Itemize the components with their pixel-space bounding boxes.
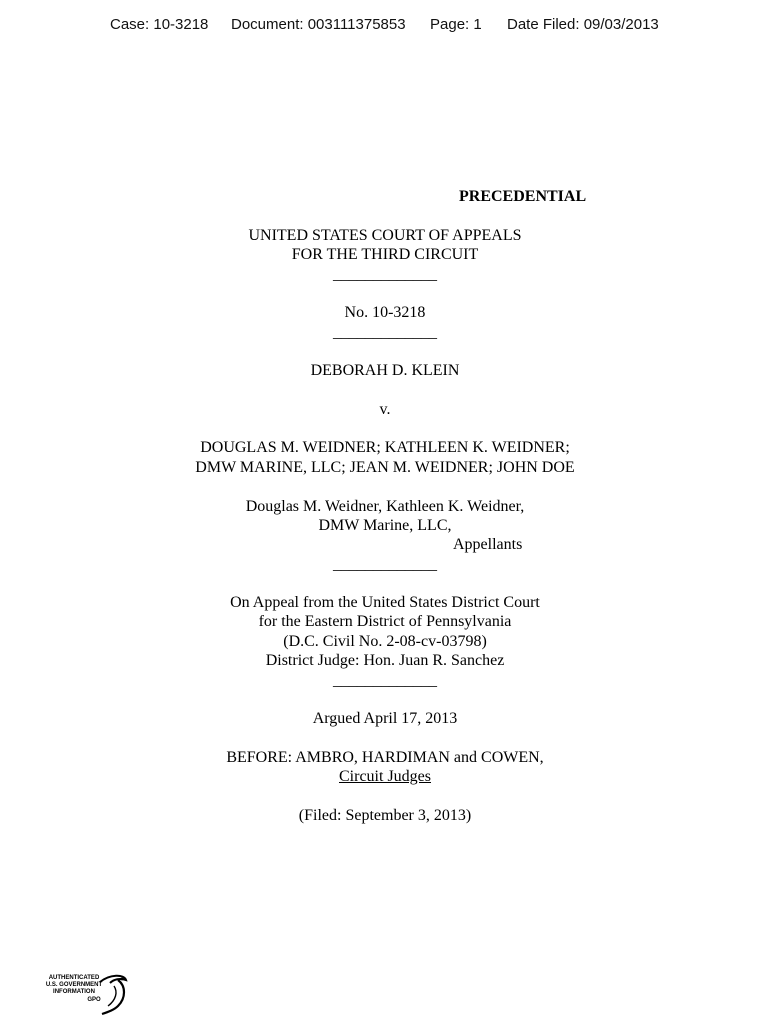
filed-date: (Filed: September 3, 2013) <box>298 807 472 824</box>
docket-number: No. 10-3218 <box>344 304 426 321</box>
gpo-eagle-icon <box>96 972 130 1018</box>
defendants-line2: DMW MARINE, LLC; JEAN M. WEIDNER; JOHN DOE <box>195 459 575 476</box>
appeal-line1: On Appeal from the United States District Court <box>230 594 540 611</box>
panel-judges: BEFORE: AMBRO, HARDIMAN and COWEN, <box>226 749 544 766</box>
court-name-line2: FOR THE THIRD CIRCUIT <box>291 246 479 263</box>
plaintiff-name: DEBORAH D. KLEIN <box>310 362 460 379</box>
appeal-line2: for the Eastern District of Pennsylvania <box>258 613 512 630</box>
seal-text-gpo: GPO <box>87 997 101 1003</box>
versus-label: v. <box>379 401 391 418</box>
separator-rule: _____________ <box>333 556 437 573</box>
defendants-line1: DOUGLAS M. WEIDNER; KATHLEEN K. WEIDNER; <box>200 439 570 456</box>
appellants-label: Appellants <box>453 536 523 553</box>
seal-text-line1: AUTHENTICATED <box>48 975 100 981</box>
court-name-line1: UNITED STATES COURT OF APPEALS <box>248 227 522 244</box>
gpo-authentication-seal <box>44 972 130 1018</box>
header-document-number: Document: 003111375853 <box>231 16 406 33</box>
separator-rule: _____________ <box>333 672 437 689</box>
appeal-line3: (D.C. Civil No. 2-08-cv-03798) <box>283 633 487 650</box>
header-date-filed: Date Filed: 09/03/2013 <box>507 16 659 33</box>
seal-text-line3: INFORMATION <box>53 989 95 995</box>
seal-text-line2: U.S. GOVERNMENT <box>45 982 103 988</box>
header-page-number: Page: 1 <box>430 16 482 33</box>
appellants-line2: DMW Marine, LLC, <box>318 517 452 534</box>
separator-rule: _____________ <box>333 324 437 341</box>
argued-date: Argued April 17, 2013 <box>312 710 458 727</box>
appeal-line4: District Judge: Hon. Juan R. Sanchez <box>265 652 505 669</box>
precedential-label: PRECEDENTIAL <box>459 188 587 205</box>
circuit-judges-title: Circuit Judges <box>339 768 431 785</box>
separator-rule: _____________ <box>333 266 437 283</box>
appellants-line1: Douglas M. Weidner, Kathleen K. Weidner, <box>245 498 525 515</box>
header-case-number: Case: 10-3218 <box>110 16 209 33</box>
